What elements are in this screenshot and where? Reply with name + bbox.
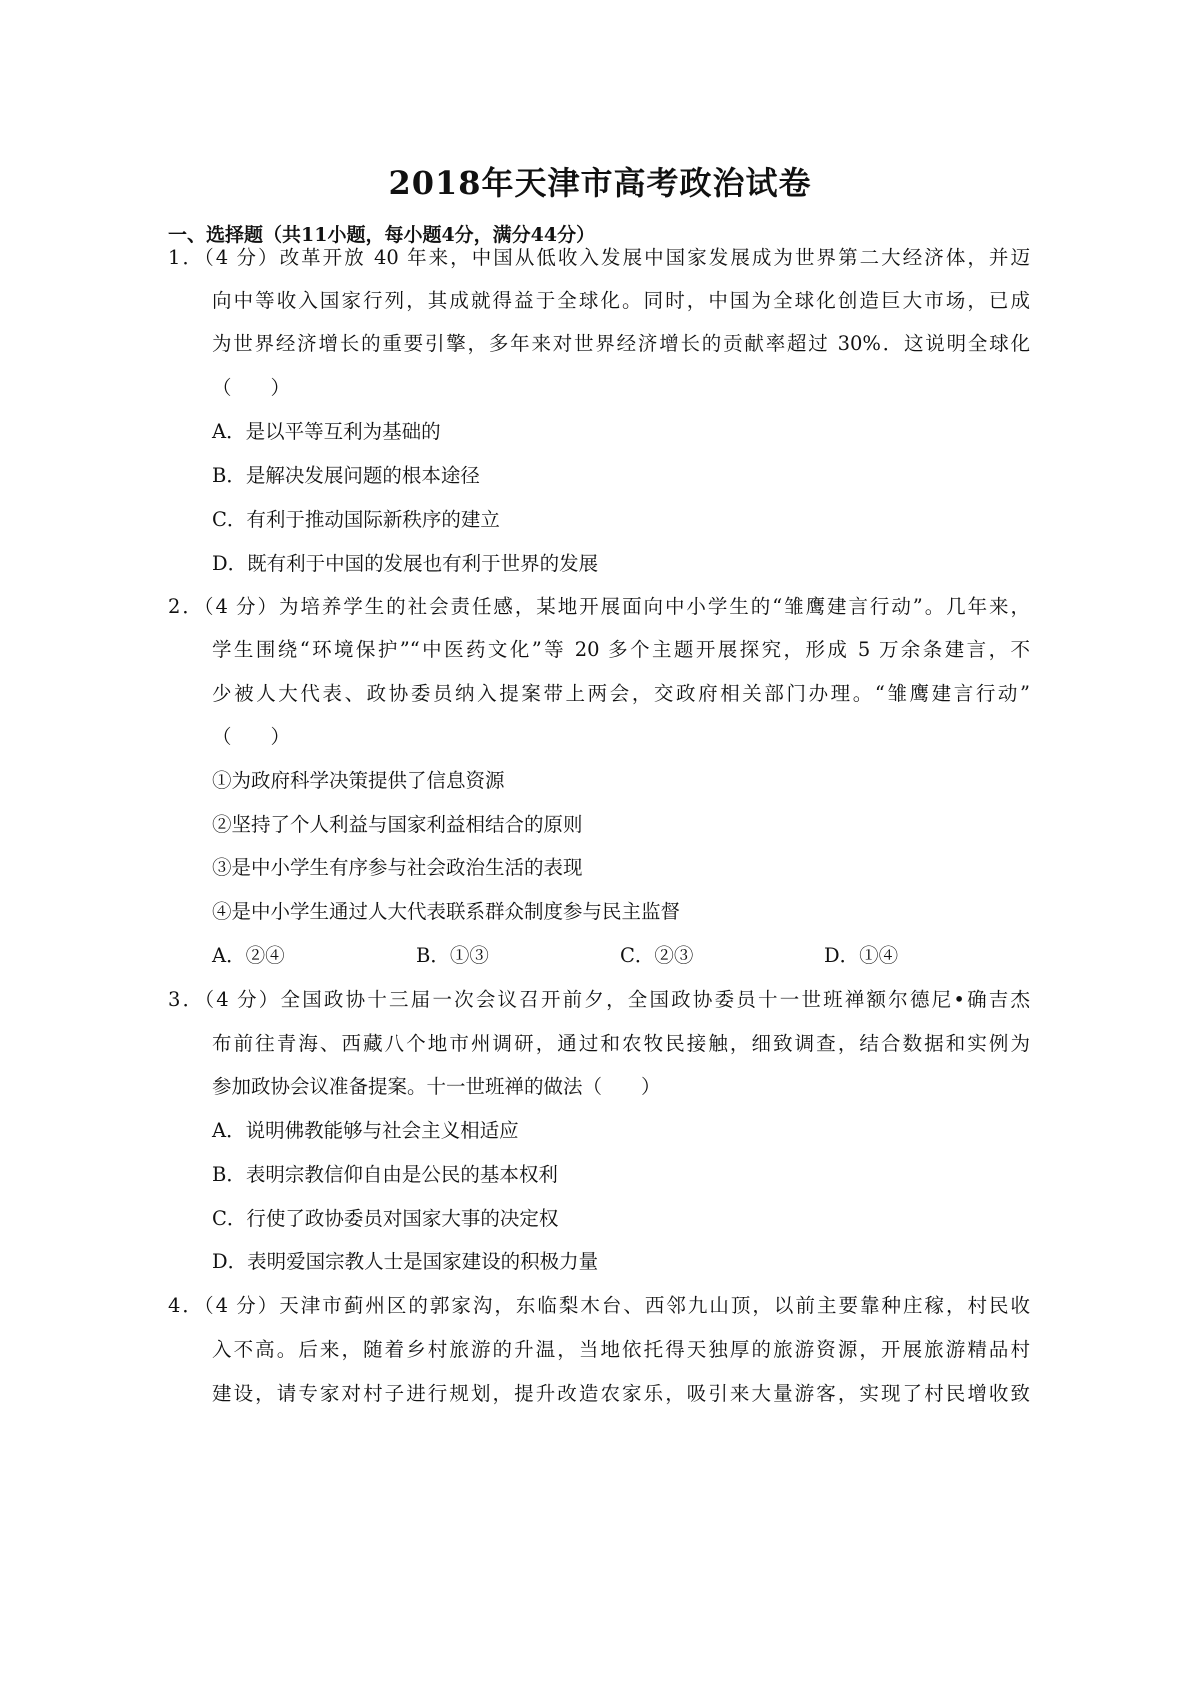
question-1-option-a: A．是以平等互利为基础的 bbox=[212, 420, 441, 443]
question-3-line-3: 参加政协会议准备提案。十一世班禅的做法（ ） bbox=[212, 1075, 661, 1098]
question-4-line-2: 入不高。后来，随着乡村旅游的升温，当地依托得天独厚的旅游资源，开展旅游精品村 bbox=[212, 1338, 1030, 1361]
question-3-option-a: A．说明佛教能够与社会主义相适应 bbox=[212, 1119, 519, 1142]
question-3-option-c: C．行使了政协委员对国家大事的决定权 bbox=[212, 1207, 559, 1230]
question-3-line-1: 3．（4 分）全国政协十三届一次会议召开前夕，全国政协委员十一世班禅额尔德尼•确吉杰 bbox=[168, 988, 1030, 1011]
question-4-line-3: 建设，请专家对村子进行规划，提升改造农家乐，吸引来大量游客，实现了村民增收致 bbox=[212, 1382, 1030, 1405]
question-2-option-b: B．①③ bbox=[416, 944, 489, 967]
question-1-answer-blank: （ ） bbox=[212, 376, 291, 399]
question-2-statement-1: ①为政府科学决策提供了信息资源 bbox=[212, 769, 505, 792]
question-2-statement-3: ③是中小学生有序参与社会政治生活的表现 bbox=[212, 856, 583, 879]
question-2-line-1: 2．（4 分）为培养学生的社会责任感，某地开展面向中小学生的“雏鹰建言行动”。几年来， bbox=[168, 595, 1030, 618]
page-title: 2018年天津市高考政治试卷 bbox=[388, 164, 812, 202]
question-2-answer-blank: （ ） bbox=[212, 725, 291, 748]
question-1-line-3: 为世界经济增长的重要引擎，多年来对世界经济增长的贡献率超过 30%．这说明全球化 bbox=[212, 332, 1030, 355]
question-2-statement-4: ④是中小学生通过人大代表联系群众制度参与民主监督 bbox=[212, 900, 681, 923]
question-1-line-1: 1．（4 分）改革开放 40 年来，中国从低收入发展中国家发展成为世界第二大经济体，并迈 bbox=[168, 246, 1030, 269]
question-1-line-2: 向中等收入国家行列，其成就得益于全球化。同时，中国为全球化创造巨大市场，已成 bbox=[212, 289, 1030, 312]
question-2-option-c: C．②③ bbox=[620, 944, 694, 967]
section-heading: 一、选择题（共11小题，每小题4分，满分44分） bbox=[168, 224, 596, 246]
question-2-option-d: D．①④ bbox=[824, 944, 899, 967]
question-2-statement-2: ②坚持了个人利益与国家利益相结合的原则 bbox=[212, 813, 583, 836]
question-4-line-1: 4．（4 分）天津市蓟州区的郭家沟，东临梨木台、西邻九山顶，以前主要靠种庄稼，村民收 bbox=[168, 1294, 1030, 1317]
question-3-option-d: D．表明爱国宗教人士是国家建设的积极力量 bbox=[212, 1250, 599, 1273]
question-3-line-2: 布前往青海、西藏八个地市州调研，通过和农牧民接触，细致调查，结合数据和实例为 bbox=[212, 1032, 1030, 1055]
question-2-option-a: A．②④ bbox=[212, 944, 285, 967]
question-2-line-3: 少被人大代表、政协委员纳入提案带上两会，交政府相关部门办理。“雏鹰建言行动” bbox=[212, 682, 1030, 705]
question-1-option-c: C．有利于推动国际新秩序的建立 bbox=[212, 508, 500, 531]
question-1-option-b: B．是解决发展问题的根本途径 bbox=[212, 464, 480, 487]
question-1-option-d: D．既有利于中国的发展也有利于世界的发展 bbox=[212, 552, 599, 575]
question-3-option-b: B．表明宗教信仰自由是公民的基本权利 bbox=[212, 1163, 558, 1186]
question-2-line-2: 学生围绕“环境保护”“中医药文化”等 20 多个主题开展探究，形成 5 万余条建言，不 bbox=[212, 638, 1030, 661]
